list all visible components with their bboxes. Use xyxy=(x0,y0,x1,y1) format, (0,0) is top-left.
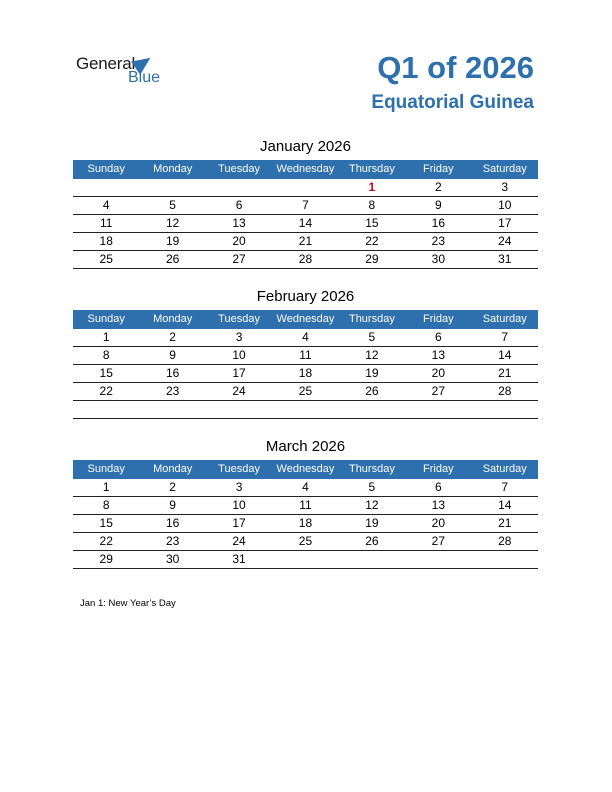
day-cell: 27 xyxy=(431,534,445,548)
day-cell: 28 xyxy=(298,252,313,266)
day-cell: 11 xyxy=(99,216,113,230)
day-cell: 1 xyxy=(102,480,110,494)
day-cell: 19 xyxy=(365,366,379,380)
day-cell: 6 xyxy=(235,198,243,212)
month-title: January 2026 xyxy=(260,138,351,155)
weekday-header: Saturday xyxy=(482,313,527,325)
day-cell: 26 xyxy=(365,384,379,398)
day-cell xyxy=(139,401,205,418)
month-title: March 2026 xyxy=(265,438,346,455)
day-cell: 30 xyxy=(431,252,445,266)
day-cell: 11 xyxy=(299,348,312,362)
day-cell: 16 xyxy=(165,366,180,380)
day-cell: 9 xyxy=(434,198,442,212)
weekday-header: Monday xyxy=(153,163,193,175)
day-cell: 25 xyxy=(298,534,313,548)
day-cell: 24 xyxy=(232,534,246,548)
week-row xyxy=(73,533,538,551)
day-cell: 14 xyxy=(298,216,313,230)
page-subtitle: Equatorial Guinea xyxy=(371,92,534,113)
day-cell: 31 xyxy=(232,552,246,566)
weekday-header: Monday xyxy=(153,313,193,325)
day-cell: 20 xyxy=(232,234,246,248)
day-cell: 26 xyxy=(365,534,379,548)
weekday-header: Tuesday xyxy=(218,313,260,325)
day-cell: 10 xyxy=(232,498,246,512)
week-row xyxy=(73,497,538,515)
weekday-header-row xyxy=(73,460,538,479)
day-cell: 23 xyxy=(165,384,180,398)
holiday-note: Jan 1: New Year’s Day xyxy=(80,598,176,609)
day-cell: 15 xyxy=(99,516,113,530)
week-row xyxy=(73,383,538,401)
day-cell: 7 xyxy=(302,198,309,212)
day-cell: 17 xyxy=(232,366,246,380)
day-cell: 2 xyxy=(169,330,176,344)
month-title: February 2026 xyxy=(256,288,355,305)
week-row xyxy=(73,365,538,383)
day-cell xyxy=(405,551,471,568)
day-cell xyxy=(405,401,471,418)
day-cell xyxy=(272,551,338,568)
day-cell: 30 xyxy=(165,552,180,566)
day-cell: 10 xyxy=(498,198,512,212)
day-cell: 19 xyxy=(365,516,379,530)
day-cell: 27 xyxy=(232,252,246,266)
day-cell: 18 xyxy=(298,516,313,530)
weekday-header: Sunday xyxy=(87,463,125,475)
day-cell: 12 xyxy=(365,498,379,512)
week-row xyxy=(73,479,538,497)
day-cell: 17 xyxy=(498,216,512,230)
day-cell: 14 xyxy=(498,498,512,512)
week-row xyxy=(73,251,538,269)
day-cell: 7 xyxy=(501,330,509,344)
weekday-header: Thursday xyxy=(348,463,395,475)
day-cell xyxy=(73,401,139,418)
day-cell: 8 xyxy=(102,498,110,512)
weekday-header: Friday xyxy=(423,163,454,175)
day-cell: 25 xyxy=(298,384,313,398)
day-cell: 1 xyxy=(368,180,376,194)
day-cell: 20 xyxy=(431,516,445,530)
month-february xyxy=(73,287,538,419)
day-cell xyxy=(339,551,405,568)
week-row xyxy=(73,233,538,251)
weekday-header: Saturday xyxy=(482,463,527,475)
day-cell: 21 xyxy=(498,516,512,530)
day-cell: 27 xyxy=(431,384,445,398)
week-row xyxy=(73,179,538,197)
day-cell: 5 xyxy=(169,198,176,212)
day-cell: 16 xyxy=(431,216,445,230)
logo-text-blue: Blue xyxy=(128,69,161,86)
weekday-header: Friday xyxy=(423,313,454,325)
day-cell: 18 xyxy=(298,366,313,380)
day-cell xyxy=(139,179,205,196)
weekday-header: Wednesday xyxy=(276,313,335,325)
day-cell xyxy=(73,179,139,196)
day-cell: 29 xyxy=(99,552,113,566)
weekday-header: Thursday xyxy=(348,163,395,175)
day-cell: 15 xyxy=(365,216,379,230)
day-cell: 9 xyxy=(169,348,176,362)
day-cell: 31 xyxy=(498,252,512,266)
weekday-header: Friday xyxy=(423,463,454,475)
week-row xyxy=(73,401,538,419)
day-cell: 4 xyxy=(102,198,110,212)
day-cell: 25 xyxy=(99,252,113,266)
day-cell: 23 xyxy=(431,234,445,248)
day-cell: 4 xyxy=(302,480,309,494)
month-january xyxy=(73,137,538,269)
day-cell: 8 xyxy=(368,198,376,212)
day-cell: 16 xyxy=(165,516,180,530)
day-cell: 23 xyxy=(165,534,180,548)
day-cell: 14 xyxy=(498,348,512,362)
day-cell: 11 xyxy=(299,498,312,512)
day-cell: 17 xyxy=(232,516,246,530)
day-cell: 1 xyxy=(102,330,110,344)
day-cell: 19 xyxy=(165,234,180,248)
week-row xyxy=(73,515,538,533)
week-row xyxy=(73,551,538,569)
generalblue-logo xyxy=(76,52,176,92)
day-cell: 22 xyxy=(99,534,113,548)
day-cell: 28 xyxy=(498,534,512,548)
day-cell: 21 xyxy=(298,234,313,248)
day-cell: 22 xyxy=(365,234,379,248)
day-cell: 2 xyxy=(169,480,176,494)
day-cell: 13 xyxy=(431,498,445,512)
day-cell: 22 xyxy=(99,384,113,398)
day-cell: 26 xyxy=(165,252,180,266)
weekday-header-row xyxy=(73,160,538,179)
day-cell: 10 xyxy=(232,348,246,362)
day-cell: 2 xyxy=(434,180,442,194)
weekday-header: Monday xyxy=(153,463,193,475)
weekday-header: Tuesday xyxy=(218,163,260,175)
day-cell: 6 xyxy=(434,330,442,344)
day-cell: 12 xyxy=(365,348,379,362)
week-row xyxy=(73,215,538,233)
day-cell: 8 xyxy=(102,348,110,362)
day-cell: 3 xyxy=(235,330,243,344)
day-cell: 12 xyxy=(165,216,180,230)
week-row xyxy=(73,197,538,215)
day-cell xyxy=(272,179,338,196)
weekday-header: Thursday xyxy=(348,313,395,325)
weekday-header: Tuesday xyxy=(218,463,260,475)
week-row xyxy=(73,329,538,347)
day-cell: 5 xyxy=(368,330,376,344)
day-cell: 21 xyxy=(498,366,512,380)
day-cell: 6 xyxy=(434,480,442,494)
week-row xyxy=(73,347,538,365)
day-cell: 13 xyxy=(431,348,445,362)
day-cell: 18 xyxy=(99,234,113,248)
day-cell: 24 xyxy=(232,384,246,398)
weekday-header: Sunday xyxy=(87,313,125,325)
day-cell: 13 xyxy=(232,216,246,230)
day-cell: 28 xyxy=(498,384,512,398)
day-cell xyxy=(339,401,405,418)
page-title: Q1 of 2026 xyxy=(377,50,534,85)
day-cell: 20 xyxy=(431,366,445,380)
day-cell xyxy=(206,179,272,196)
day-cell: 7 xyxy=(501,480,509,494)
day-cell: 3 xyxy=(235,480,243,494)
weekday-header: Sunday xyxy=(87,163,125,175)
day-cell: 9 xyxy=(169,498,176,512)
day-cell xyxy=(206,401,272,418)
day-cell: 5 xyxy=(368,480,376,494)
day-cell xyxy=(472,551,538,568)
day-cell: 4 xyxy=(302,330,309,344)
weekday-header: Saturday xyxy=(482,163,527,175)
day-cell: 24 xyxy=(498,234,512,248)
day-cell xyxy=(272,401,338,418)
month-march xyxy=(73,437,538,569)
day-cell: 29 xyxy=(365,252,379,266)
weekday-header: Wednesday xyxy=(276,463,335,475)
weekday-header: Wednesday xyxy=(276,163,335,175)
weekday-header-row xyxy=(73,310,538,329)
day-cell: 3 xyxy=(501,180,509,194)
day-cell: 15 xyxy=(99,366,113,380)
logo-text-general: General xyxy=(76,54,136,73)
day-cell xyxy=(472,401,538,418)
